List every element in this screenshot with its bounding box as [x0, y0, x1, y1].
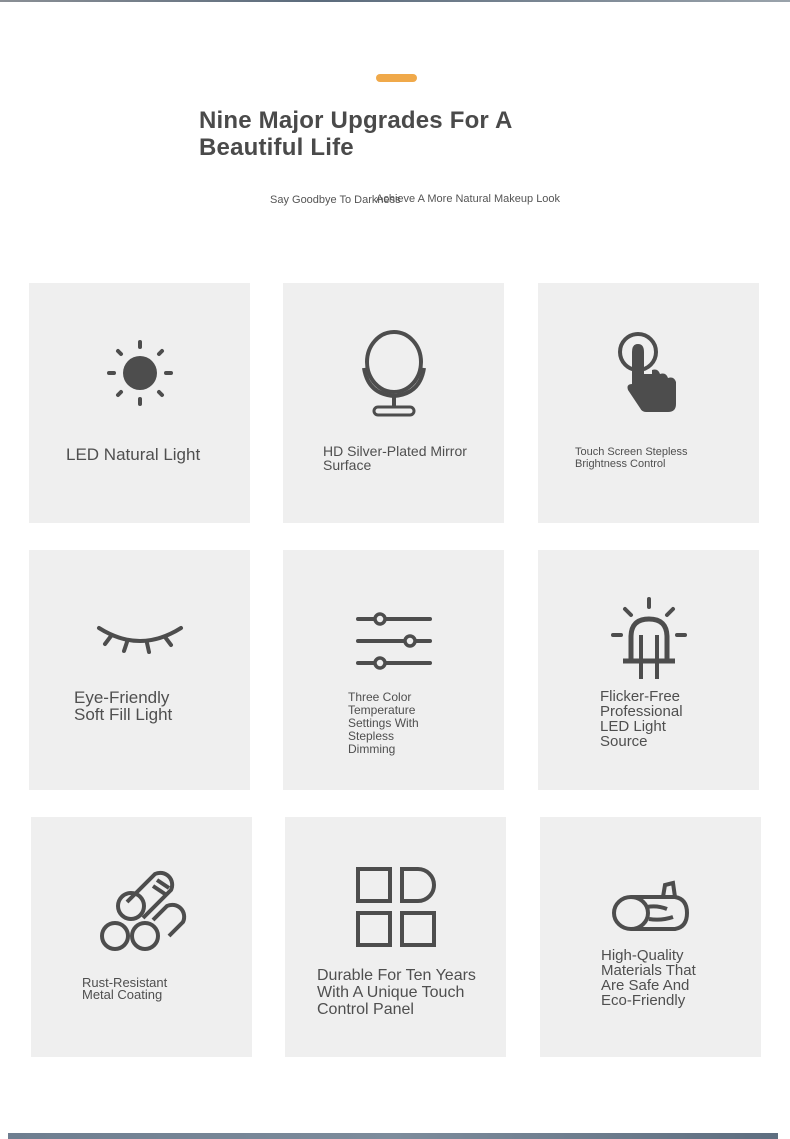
pipes-icon	[31, 857, 252, 957]
feature-card-coating	[31, 817, 252, 1057]
feature-card-temperature	[283, 550, 504, 790]
top-divider	[0, 0, 790, 2]
subtitle-left: Say Goodbye To Darkness	[270, 194, 401, 206]
feature-card-touch	[538, 283, 759, 523]
feature-label: LED Natural Light	[66, 445, 201, 464]
bottom-divider	[8, 1133, 778, 1139]
feature-card-mirror	[283, 283, 504, 523]
touch-hand-icon	[538, 323, 759, 423]
feature-label: Eye-Friendly Soft Fill Light	[74, 688, 173, 724]
mirror-icon	[283, 323, 504, 423]
feature-card-eye	[29, 550, 250, 790]
feature-label: High-Quality Materials That Are Safe And Eco-Friendly	[601, 947, 696, 1009]
feature-card-materials	[540, 817, 761, 1057]
feature-card-flicker	[538, 550, 759, 790]
feature-card-led-light	[29, 283, 250, 523]
sun-icon	[29, 323, 250, 423]
feature-card-panel	[285, 817, 506, 1057]
led-bulb-icon	[538, 590, 759, 690]
feature-label: Durable For Ten Years With A Unique Touch Control Panel	[317, 967, 476, 1018]
feature-label: Flicker-Free Professional LED Light Source	[600, 688, 683, 750]
grid-panel-icon	[285, 857, 506, 957]
feature-label: HD Silver-Plated Mirror Surface	[323, 443, 467, 473]
subtitle-right: Achieve A More Natural Makeup Look	[376, 193, 561, 205]
eyelash-icon	[29, 590, 250, 690]
feature-label: Rust-Resistant Metal Coating	[82, 975, 168, 1002]
feature-label: Three Color Temperature Settings With Stepless Dimming	[348, 690, 419, 756]
log-icon	[540, 857, 761, 957]
page-title: Nine Major Upgrades For A Beautiful Life	[199, 107, 512, 161]
feature-label: Touch Screen Stepless Brightness Control	[575, 446, 688, 470]
sliders-icon	[283, 590, 504, 690]
accent-bar	[376, 74, 417, 82]
